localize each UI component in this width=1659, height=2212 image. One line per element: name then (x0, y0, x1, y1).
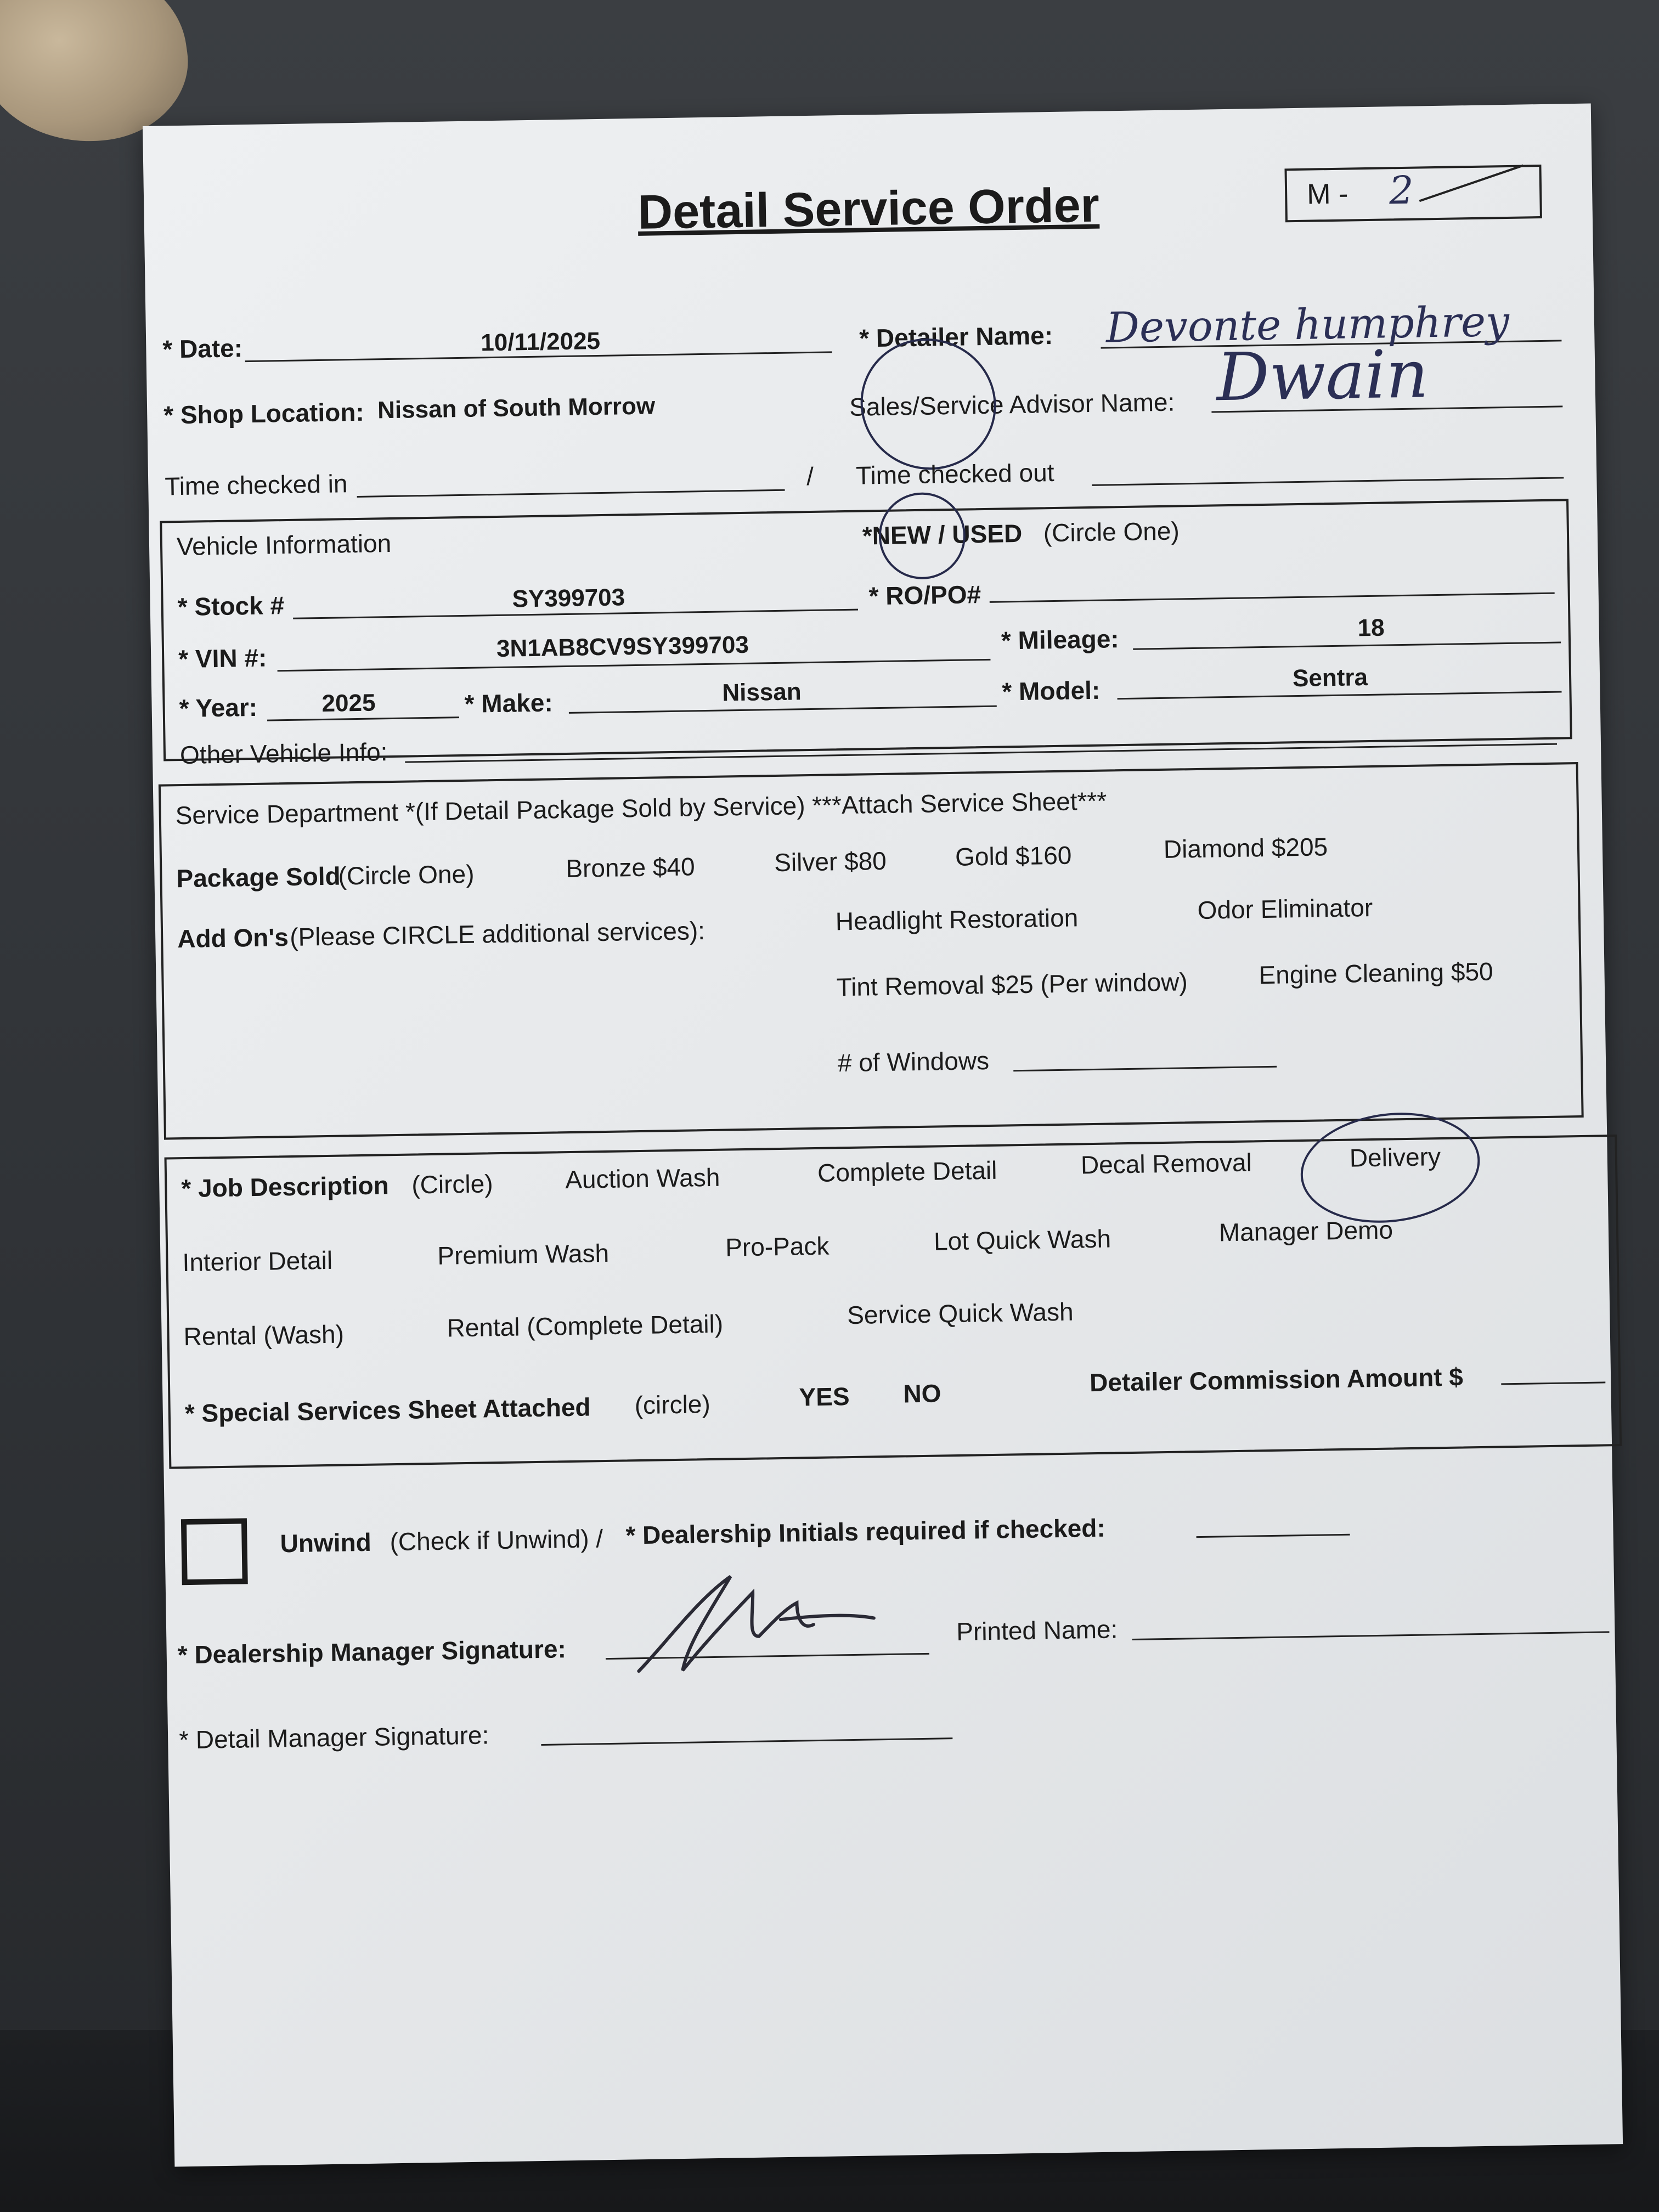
dealership-manager-signature-label: * Dealership Manager Signature: (177, 1634, 567, 1669)
time-out-label: Time checked out (855, 458, 1054, 490)
time-in-label: Time checked in (164, 469, 348, 501)
special-services-note: (circle) (634, 1390, 711, 1420)
vehicle-info-heading: Vehicle Information (176, 528, 392, 561)
m-number-handwritten: 2 (1389, 167, 1414, 213)
time-separator: / (806, 461, 814, 491)
job-pro-pack: Pro-Pack (725, 1231, 830, 1262)
time-out-line (1092, 477, 1564, 486)
advisor-name-value: Dwain (1216, 336, 1429, 416)
package-bronze: Bronze $40 (565, 852, 696, 883)
package-gold: Gold $160 (955, 840, 1072, 871)
dealership-initials-line (1197, 1534, 1350, 1538)
package-silver: Silver $80 (774, 846, 887, 877)
unwind-checkbox[interactable] (181, 1518, 248, 1585)
job-description-label: * Job Description (181, 1171, 390, 1203)
mileage-value: 18 (1357, 614, 1385, 642)
special-services-no: NO (903, 1379, 941, 1408)
service-department-heading: Service Department *(If Detail Package Sold by Service) ***Attach Service Sheet*** (175, 786, 1107, 830)
unwind-note: (Check if Unwind) / (390, 1524, 603, 1556)
package-sold-label: Package Sold (176, 861, 341, 893)
windows-count-label: # of Windows (837, 1046, 990, 1077)
vin-value: 3N1AB8CV9SY399703 (496, 631, 749, 662)
stock-label: * Stock # (177, 591, 285, 622)
detailer-name-value: Devonte humphrey (1105, 296, 1510, 352)
package-diamond: Diamond $205 (1163, 832, 1328, 864)
addon-headlight-restoration: Headlight Restoration (835, 903, 1079, 936)
special-services-yes: YES (799, 1382, 850, 1412)
job-delivery: Delivery (1349, 1142, 1441, 1172)
shop-location-label: * Shop Location: (163, 397, 365, 430)
printed-name-label: Printed Name: (956, 1615, 1118, 1646)
unwind-label: Unwind (280, 1527, 372, 1558)
detail-manager-signature-line (541, 1737, 952, 1746)
new-used-circle-note: (Circle One) (1043, 516, 1180, 548)
dealership-initials-label: * Dealership Initials required if checked: (625, 1513, 1106, 1550)
job-rental-complete-detail: Rental (Complete Detail) (447, 1309, 724, 1342)
job-decal-removal: Decal Removal (1080, 1148, 1252, 1180)
commission-label: Detailer Commission Amount $ (1089, 1362, 1464, 1397)
detail-manager-signature-label: * Detail Manager Signature: (178, 1720, 489, 1754)
job-auction-wash: Auction Wash (565, 1163, 720, 1194)
job-service-quick-wash: Service Quick Wash (847, 1297, 1074, 1330)
job-interior-detail: Interior Detail (182, 1245, 333, 1277)
job-lot-quick-wash: Lot Quick Wash (933, 1224, 1111, 1256)
job-premium-wash: Premium Wash (437, 1238, 610, 1270)
job-manager-demo: Manager Demo (1218, 1215, 1393, 1247)
addon-engine-cleaning: Engine Cleaning $50 (1259, 957, 1494, 990)
time-in-line (357, 489, 785, 498)
new-used-label: *NEW / USED (862, 518, 1023, 550)
service-order-sheet (143, 104, 1623, 2167)
advisor-name-label: Sales/Service Advisor Name: (849, 387, 1175, 421)
form-title: Detail Service Order (637, 177, 1100, 239)
addon-odor-eliminator: Odor Eliminator (1197, 893, 1373, 924)
mileage-label: * Mileage: (1001, 624, 1120, 655)
add-ons-note: (Please CIRCLE additional services): (289, 916, 706, 951)
other-vehicle-info-label: Other Vehicle Info: (179, 737, 388, 770)
m-number-label: M - (1306, 178, 1348, 211)
shop-location-value: Nissan of South Morrow (377, 392, 656, 424)
addon-tint-removal: Tint Removal $25 (Per window) (836, 967, 1188, 1002)
ro-po-label: * RO/PO# (868, 580, 981, 611)
stock-value: SY399703 (512, 584, 625, 613)
year-label: * Year: (179, 692, 258, 723)
date-value: 10/11/2025 (480, 327, 601, 357)
add-ons-label: Add On's (177, 923, 289, 953)
job-complete-detail: Complete Detail (817, 1155, 997, 1187)
detailer-name-label: * Detailer Name: (859, 320, 1053, 353)
printed-name-line (1132, 1631, 1610, 1640)
job-rental-wash: Rental (Wash) (183, 1319, 345, 1351)
model-label: * Model: (1001, 675, 1101, 706)
package-sold-note: (Circle One) (338, 859, 475, 890)
vin-label: * VIN #: (178, 643, 267, 674)
dealership-manager-signature (615, 1558, 902, 1683)
make-label: * Make: (464, 688, 554, 718)
model-value: Sentra (1292, 664, 1368, 692)
special-services-label: * Special Services Sheet Attached (184, 1392, 591, 1428)
job-description-note: (Circle) (411, 1169, 493, 1199)
year-value: 2025 (321, 689, 376, 717)
make-value: Nissan (721, 678, 802, 707)
date-label: * Date: (162, 334, 243, 364)
